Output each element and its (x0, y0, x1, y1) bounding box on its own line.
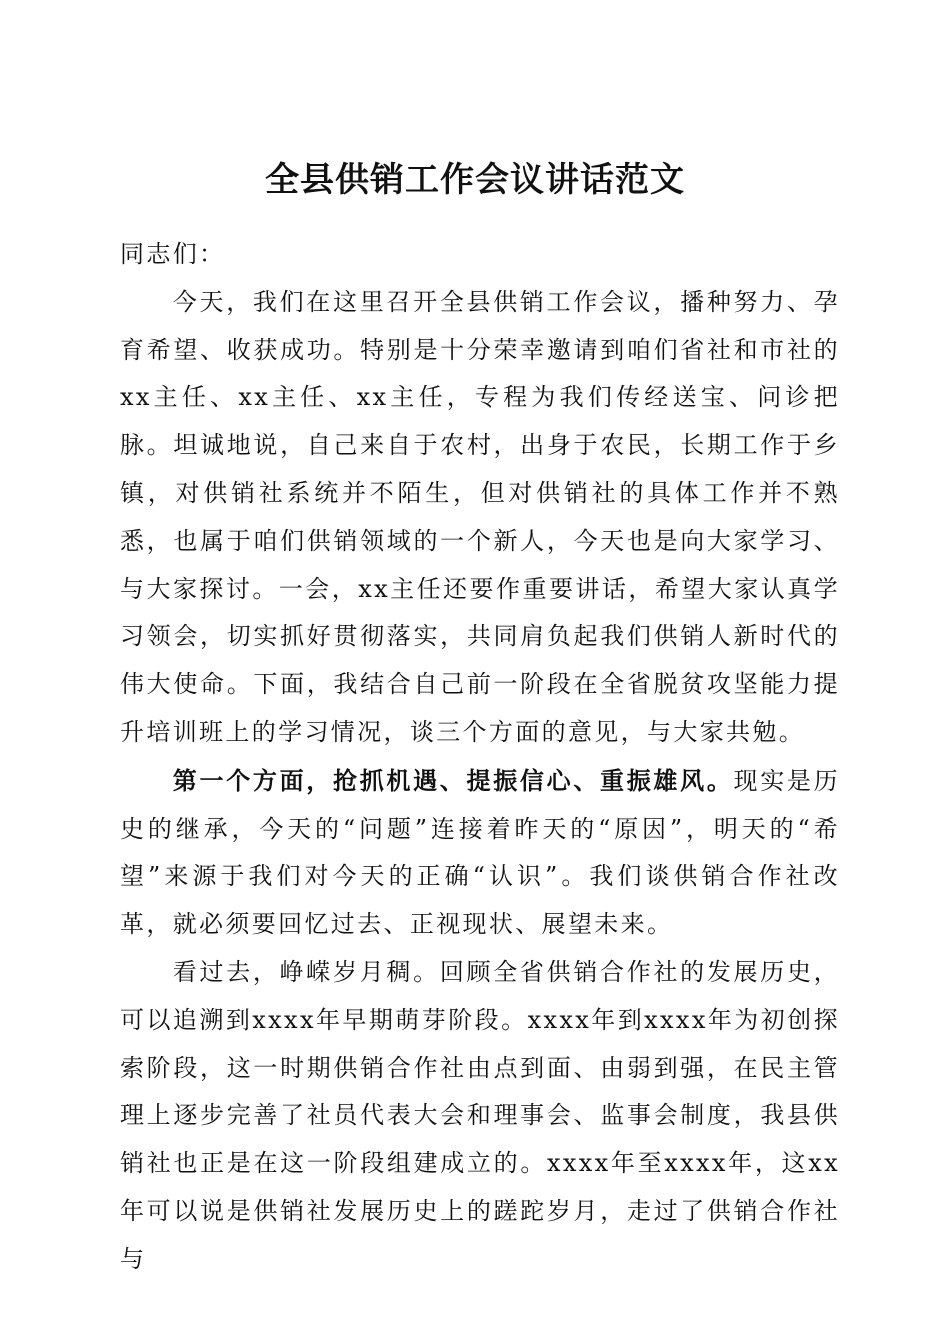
paragraph-first-aspect-text: 现实是历史的继承，今天的“问题”连接着昨天的“原因”，明天的“希望”来源于我们对今天的正确“认识”。我们谈供销合作社改革，就必须要回忆过去、正视现状、展望未来。 (120, 766, 840, 939)
document-title: 全县供销工作会议讲话范文 (265, 159, 685, 200)
paragraph-history (120, 949, 840, 1284)
speech-body (120, 231, 840, 1284)
paragraph-opening-text: 今天，我们在这里召开全县供销工作会议，播种努力、孕育希望、收获成功。特别是十分荣幸邀请到咱们省社和市社的xx主任、xx主任、xx主任，专程为我们传经送宝、问诊把脉。坦诚地说，自己来自于农村，出身于农民，长期工作于乡镇，对供销社系统并不陌生，但对供销社的具体工作并不熟悉，也属于咱们供销领域的一个新人，今天也是向大家学习、与大家探讨。一会，xx主任还要作重要讲话，希望大家认真学习领会，切实抓好贯彻落实，共同肩负起我们供销人新时代的伟大使命。下面，我结合自己前一阶段在全省脱贫攻坚能力提升培训班上的学习情况，谈三个方面的意见，与大家共勉。 (120, 287, 840, 746)
paragraph-history-text: 看过去，峥嵘岁月稠。回顾全省供销合作社的发展历史，可以追溯到xxxx年早期萌芽阶段。xxxx年到xxxx年为初创探索阶段，这一时期供销合作社由点到面、由弱到强，在民主管理上逐步完善了社员代表大会和理事会、监事会制度，我县供销社也正是在这一阶段组建成立的。xxxx年至xxxx年，这xx年可以说是供销社发展历史上的蹉跎岁月，走过了供销合作社与 (120, 957, 840, 1273)
section-heading-first-aspect: 第一个方面，抢抓机遇、提振信心、重振雄风。 (172, 765, 734, 795)
paragraph-first-aspect (120, 757, 840, 949)
salutation: 同志们： (120, 240, 226, 268)
paragraph-opening (120, 279, 840, 757)
